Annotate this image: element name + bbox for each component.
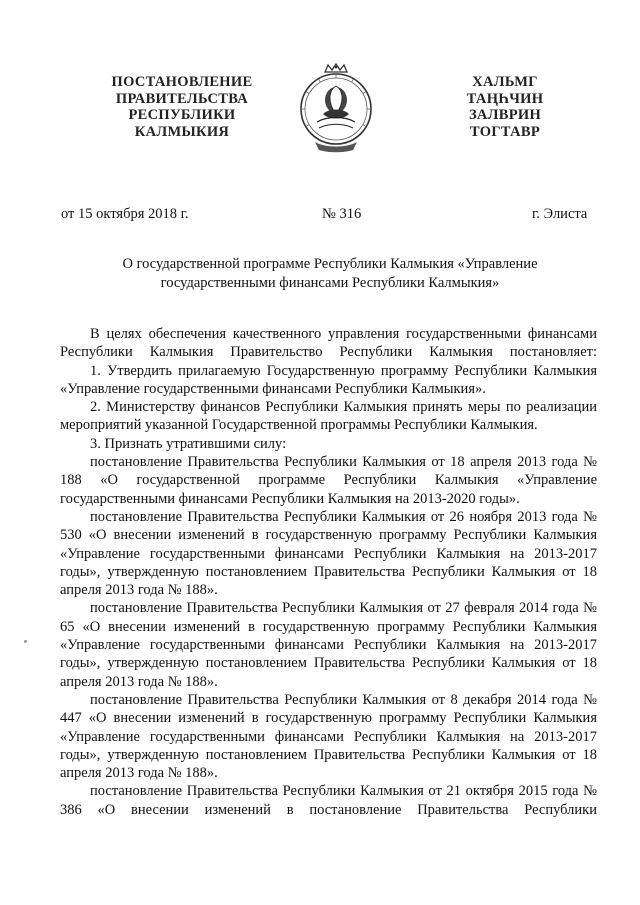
paragraph-repealed-1: постановление Правительства Республики Калмыкия от 18 апреля 2013 года № 188 «О государственной программе Республики Калмыкия «Управление государственными финансами Республики Калмыкия на 2013-2020 годы».	[60, 454, 597, 507]
paragraph-repealed-3: постановление Правительства Республики Калмыкия от 27 февраля 2014 года № 65 «О внесении изменений в государственную программу Республики Калмыкия «Управление государственными финансами Республики Калмыкия на 2013-2017 годы», утвержденную постановлением Правительства Республики Калмыкия от 18 апреля 2013 года № 188».	[60, 600, 597, 690]
scan-speck	[24, 640, 27, 643]
header-line: ТОГТАВР	[469, 123, 541, 140]
header-line: ХАЛЬМГ	[472, 74, 538, 90]
paragraph-item-3: 3. Признать утратившими силу:	[90, 435, 287, 452]
header-line: ТАҢҺЧИН	[466, 90, 544, 107]
document-title	[60, 255, 600, 292]
paragraph-item-2: 2. Министерству финансов Республики Калмыкия принять меры по реализации мероприятий указанной Государственной программы Республики Калмыкия.	[60, 399, 597, 434]
paragraph-repealed-4: постановление Правительства Республики Калмыкия от 8 декабря 2014 года № 447 «О внесении изменений в государственную программу Республики Калмыкия «Управление государственными финансами Республики Калмыкия на 2013-2017 годы», утвержденную постановлением Правительства Республики Калмыкия от 18 апреля 2013 года № 188».	[60, 691, 597, 782]
header-russian	[92, 74, 272, 140]
coat-of-arms-icon	[297, 62, 375, 154]
header-kalmyk	[440, 74, 570, 140]
document-number: № 316	[322, 206, 362, 222]
paragraph-repealed-5: постановление Правительства Республики Калмыкия от 21 октября 2015 года № 386 «О внесении изменений в постановление Правительства Республики	[60, 783, 597, 818]
header-line: ЗАЛВРИН	[468, 107, 542, 123]
document-date: от 15 октября 2018 г.	[61, 206, 189, 222]
paragraph-item-1: 1. Утвердить прилагаемую Государственную программу Республики Калмыкия «Управление государственными финансами Республики Калмыкия».	[60, 362, 597, 397]
paragraph-preamble: В целях обеспечения качественного управления государственными финансами Республики Калмыкия Правительство Республики Калмыкия постановляет:	[60, 326, 597, 361]
header-line: КАЛМЫКИЯ	[134, 123, 230, 140]
header-line: ПРАВИТЕЛЬСТВА	[115, 90, 249, 107]
title-line: О государственной программе Республики Калмыкия «Управление	[122, 256, 538, 272]
paragraph-repealed-2: постановление Правительства Республики Калмыкия от 26 ноября 2013 года № 530 «О внесении изменений в государственную программу Республики Калмыкия «Управление государственными финансами Республики Калмыкия на 2013-2017 годы», утвержденную постановлением Правительства Республики Калмыкия от 18 апреля 2013 года № 188».	[60, 508, 597, 599]
title-line: государственными финансами Республики Калмыкия»	[160, 274, 500, 291]
document-body	[60, 325, 597, 819]
header-line: РЕСПУБЛИКИ	[128, 107, 236, 123]
document-city: г. Элиста	[532, 206, 588, 222]
header-line: ПОСТАНОВЛЕНИЕ	[111, 74, 253, 90]
